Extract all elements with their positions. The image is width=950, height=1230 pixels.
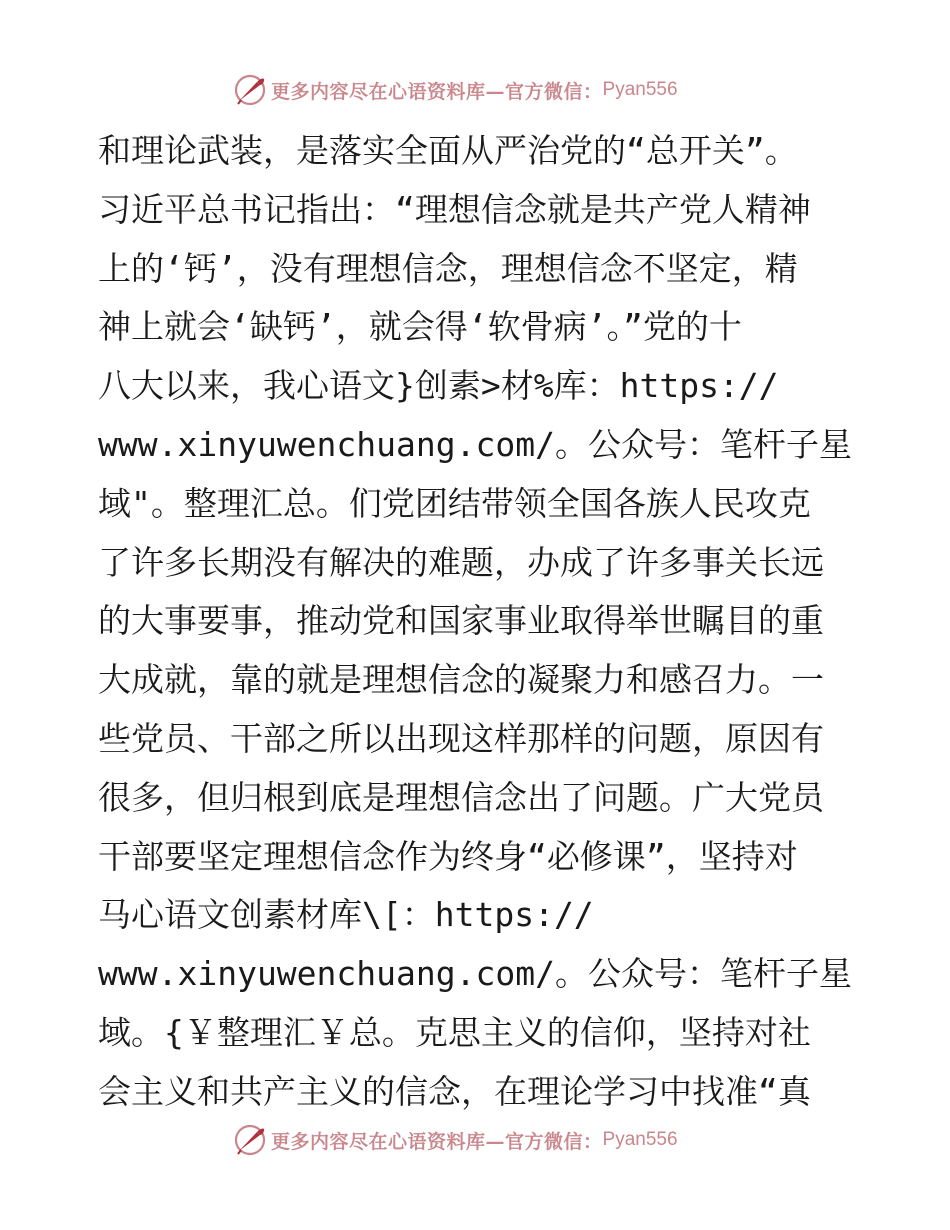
body-line: 很多，但归根到底是理想信念出了问题。广大党员 [98,777,824,817]
body-line: 了许多长期没有解决的难题，办成了许多事关长远 [98,542,824,582]
body-line: 干部要坚定理想信念作为终身“必修课”，坚持对 [98,836,798,876]
body-line: 域"。整理汇总。们党团结带领全国各族人民攻克 [98,483,811,523]
body-line: 马心语文创素材库\[：https:// [98,895,594,935]
body-line: 些党员、干部之所以出现这样那样的问题，原因有 [98,718,824,758]
body-line: www.xinyuwenchuang.com/。公众号：笔杆子星 [98,424,852,464]
body-line: 神上就会‘缺钙’，就会得‘软骨病’。”党的十 [98,307,742,347]
body-line: 大成就，靠的就是理想信念的凝聚力和感召力。一 [98,660,824,700]
footer-wechat-id: Pyan556 [602,1129,678,1150]
footer-watermark-text: 更多内容尽在心语资料库—官方微信： [271,1130,603,1153]
header-watermark [233,72,678,108]
body-line: 八大以来，我心语文}创素>材%库：https:// [98,366,779,406]
body-line: 会主义和共产主义的信念，在理论学习中找准“真 [98,1071,811,1111]
quill-pen-logo-icon [233,73,267,107]
header-wechat-id: Pyan556 [602,79,678,100]
body-line: 习近平总书记指出：“理想信念就是共产党人精神 [98,189,811,229]
footer-watermark [233,1122,678,1158]
body-line: 上的‘钙’，没有理想信念，理想信念不坚定，精 [98,248,798,288]
body-line: www.xinyuwenchuang.com/。公众号：笔杆子星 [98,954,852,994]
body-line: 域。{￥整理汇￥总。克思主义的信仰，坚持对社 [98,1012,811,1052]
quill-pen-logo-icon [233,1123,267,1157]
header-watermark-text: 更多内容尽在心语资料库—官方微信： [271,80,603,103]
body-line: 和理论武装，是落实全面从严治党的“总开关”。 [98,131,798,170]
body-line: 的大事要事，推动党和国家事业取得举世瞩目的重 [98,601,824,641]
document-body [98,122,858,1122]
